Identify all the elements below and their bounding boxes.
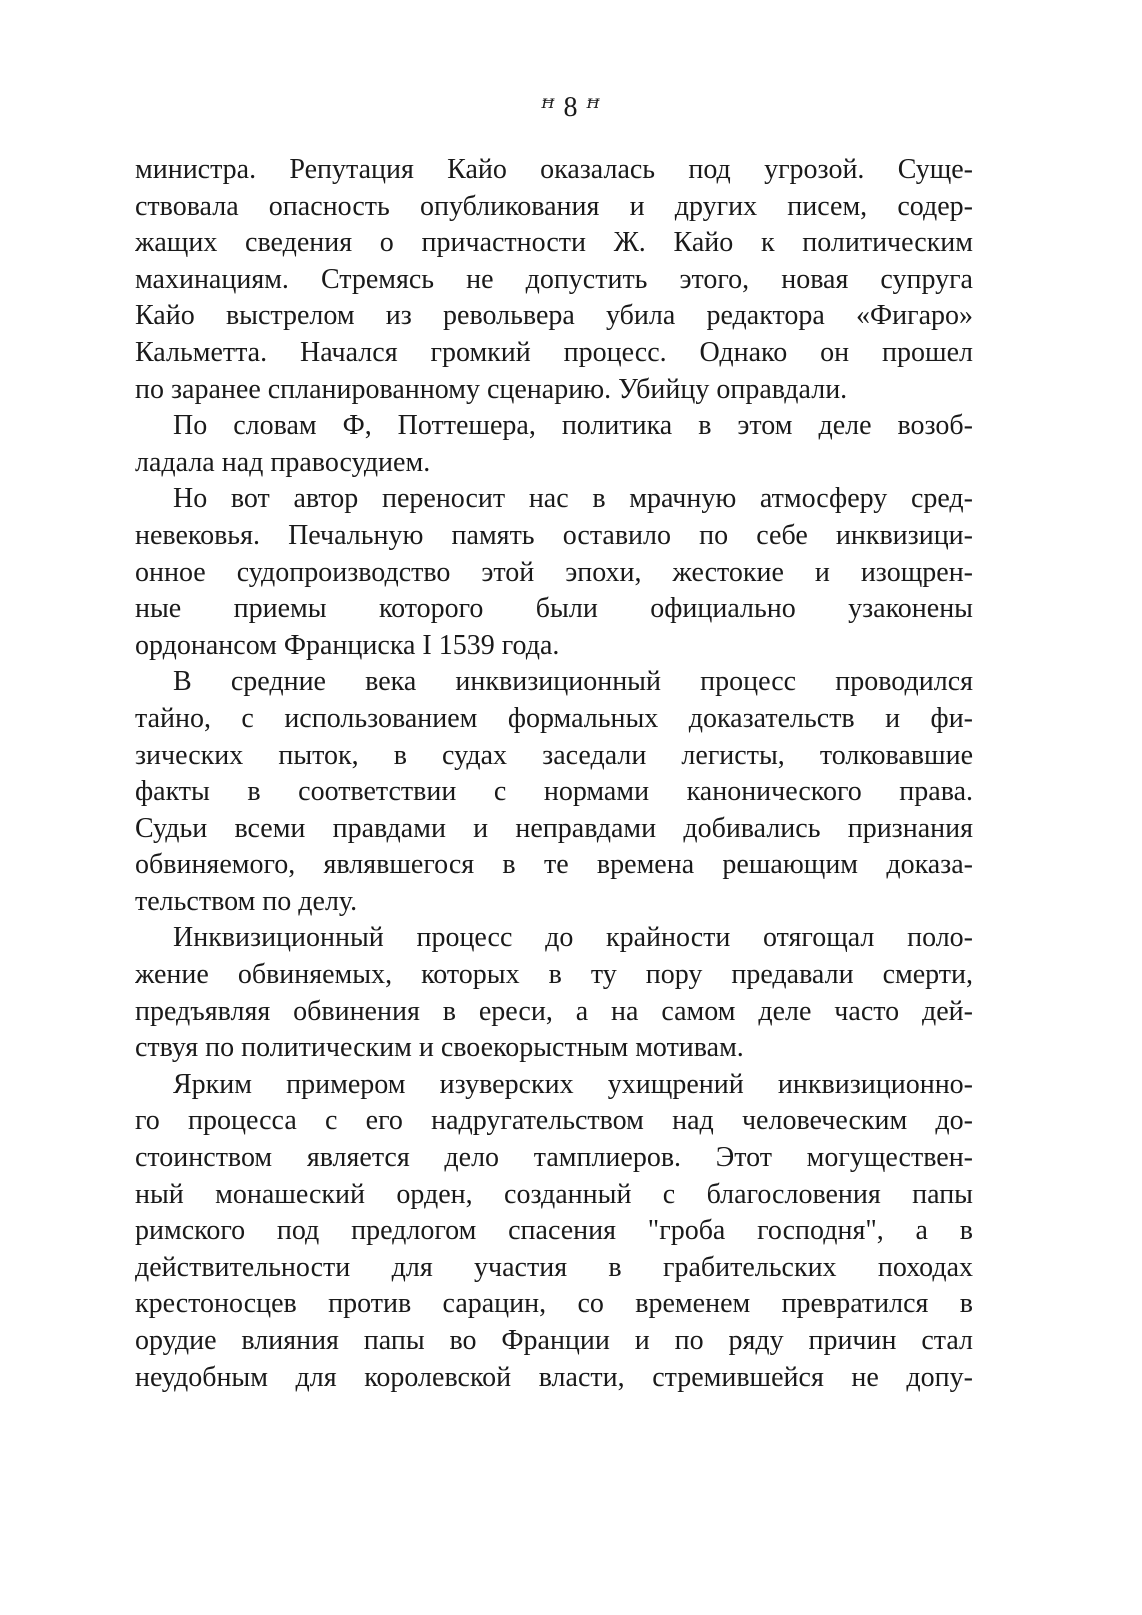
- text-line: тайно, с использованием формальных доказательств и фи-: [135, 702, 973, 734]
- text-line: онное судопроизводство этой эпохи, жестокие и изощрен-: [135, 556, 973, 588]
- text-line: ствуя по политическим и своекорыстным мотивам.: [135, 1032, 744, 1064]
- ornament-right-icon: ꟸ: [586, 96, 601, 122]
- text-line: ладала над правосудием.: [135, 446, 431, 478]
- ornament-left-icon: ꟸ: [541, 96, 556, 122]
- text-line: го процесса с его надругательством над человеческим до-: [135, 1105, 973, 1137]
- text-line: крестоносцев против сарацин, со временем превратился в: [135, 1288, 973, 1320]
- text-line: ные приемы которого были официально узаконены: [135, 593, 973, 625]
- paragraph: [135, 408, 973, 481]
- text-line: Кальметта. Начался громкий процесс. Однако он прошел: [135, 336, 973, 368]
- text-line: махинациям. Стремясь не допустить этого, новая супруга: [135, 263, 973, 295]
- text-line: Но вот автор переносит нас в мрачную атмосферу сред-: [173, 483, 973, 515]
- text-line: стоинством является дело тамплиеров. Этот могуществен-: [135, 1142, 973, 1174]
- text-line: По словам Ф, Поттешера, политика в этом деле возоб-: [173, 410, 973, 442]
- paragraph: [135, 152, 973, 408]
- text-line: факты в соответствии с нормами канонического права.: [135, 776, 973, 808]
- text-line: Ярким примером изуверских ухищрений инквизиционно-: [173, 1068, 973, 1100]
- text-line: обвиняемого, являвшегося в те времена решающим доказа-: [135, 849, 973, 881]
- text-line: орудие влияния папы во Франции и по ряду причин стал: [135, 1325, 973, 1356]
- text-line: предъявляя обвинения в ереси, а на самом деле часто дей-: [135, 995, 973, 1027]
- text-line: действительности для участия в грабительских походах: [135, 1251, 973, 1283]
- paragraph: [135, 920, 973, 1066]
- text-line: жащих сведения о причастности Ж. Кайо к политическим: [135, 227, 973, 259]
- text-line: Кайо выстрелом из револьвера убила редактора «Фигаро»: [135, 300, 973, 332]
- page-number: 8: [563, 92, 579, 123]
- text-line: министра. Репутация Кайо оказалась под угрозой. Суще-: [135, 154, 973, 185]
- text-line: зических пыток, в судах заседали легисты, толковавшие: [135, 739, 973, 771]
- text-line: ствовала опасность опубликования и других писем, содер-: [135, 190, 973, 222]
- text-line: ный монашеский орден, созданный с благословения папы: [135, 1178, 973, 1210]
- paragraph: [135, 481, 973, 664]
- text-line: ордонансом Франциска I 1539 года.: [135, 629, 560, 661]
- text-line: Инквизиционный процесс до крайности отягощал поло-: [173, 922, 973, 954]
- paragraph: [135, 664, 973, 920]
- page-body: [135, 152, 973, 1396]
- text-line: неудобным для королевской власти, стремившейся не допу-: [135, 1361, 973, 1393]
- paragraph: [135, 1067, 973, 1396]
- text-line: Судьи всеми правдами и неправдами добивались признания: [135, 812, 973, 844]
- page-header: [0, 92, 1142, 124]
- text-line: тельством по делу.: [135, 885, 358, 917]
- text-line: жение обвиняемых, которых в ту пору предавали смерти,: [135, 959, 973, 991]
- text-line: римского под предлогом спасения "гроба господня", а в: [135, 1215, 973, 1247]
- text-line: В средние века инквизиционный процесс проводился: [173, 666, 973, 698]
- text-line: по заранее спланированному сценарию. Убийцу оправдали.: [135, 373, 848, 405]
- text-line: невековья. Печальную память оставило по себе инквизици-: [135, 519, 973, 551]
